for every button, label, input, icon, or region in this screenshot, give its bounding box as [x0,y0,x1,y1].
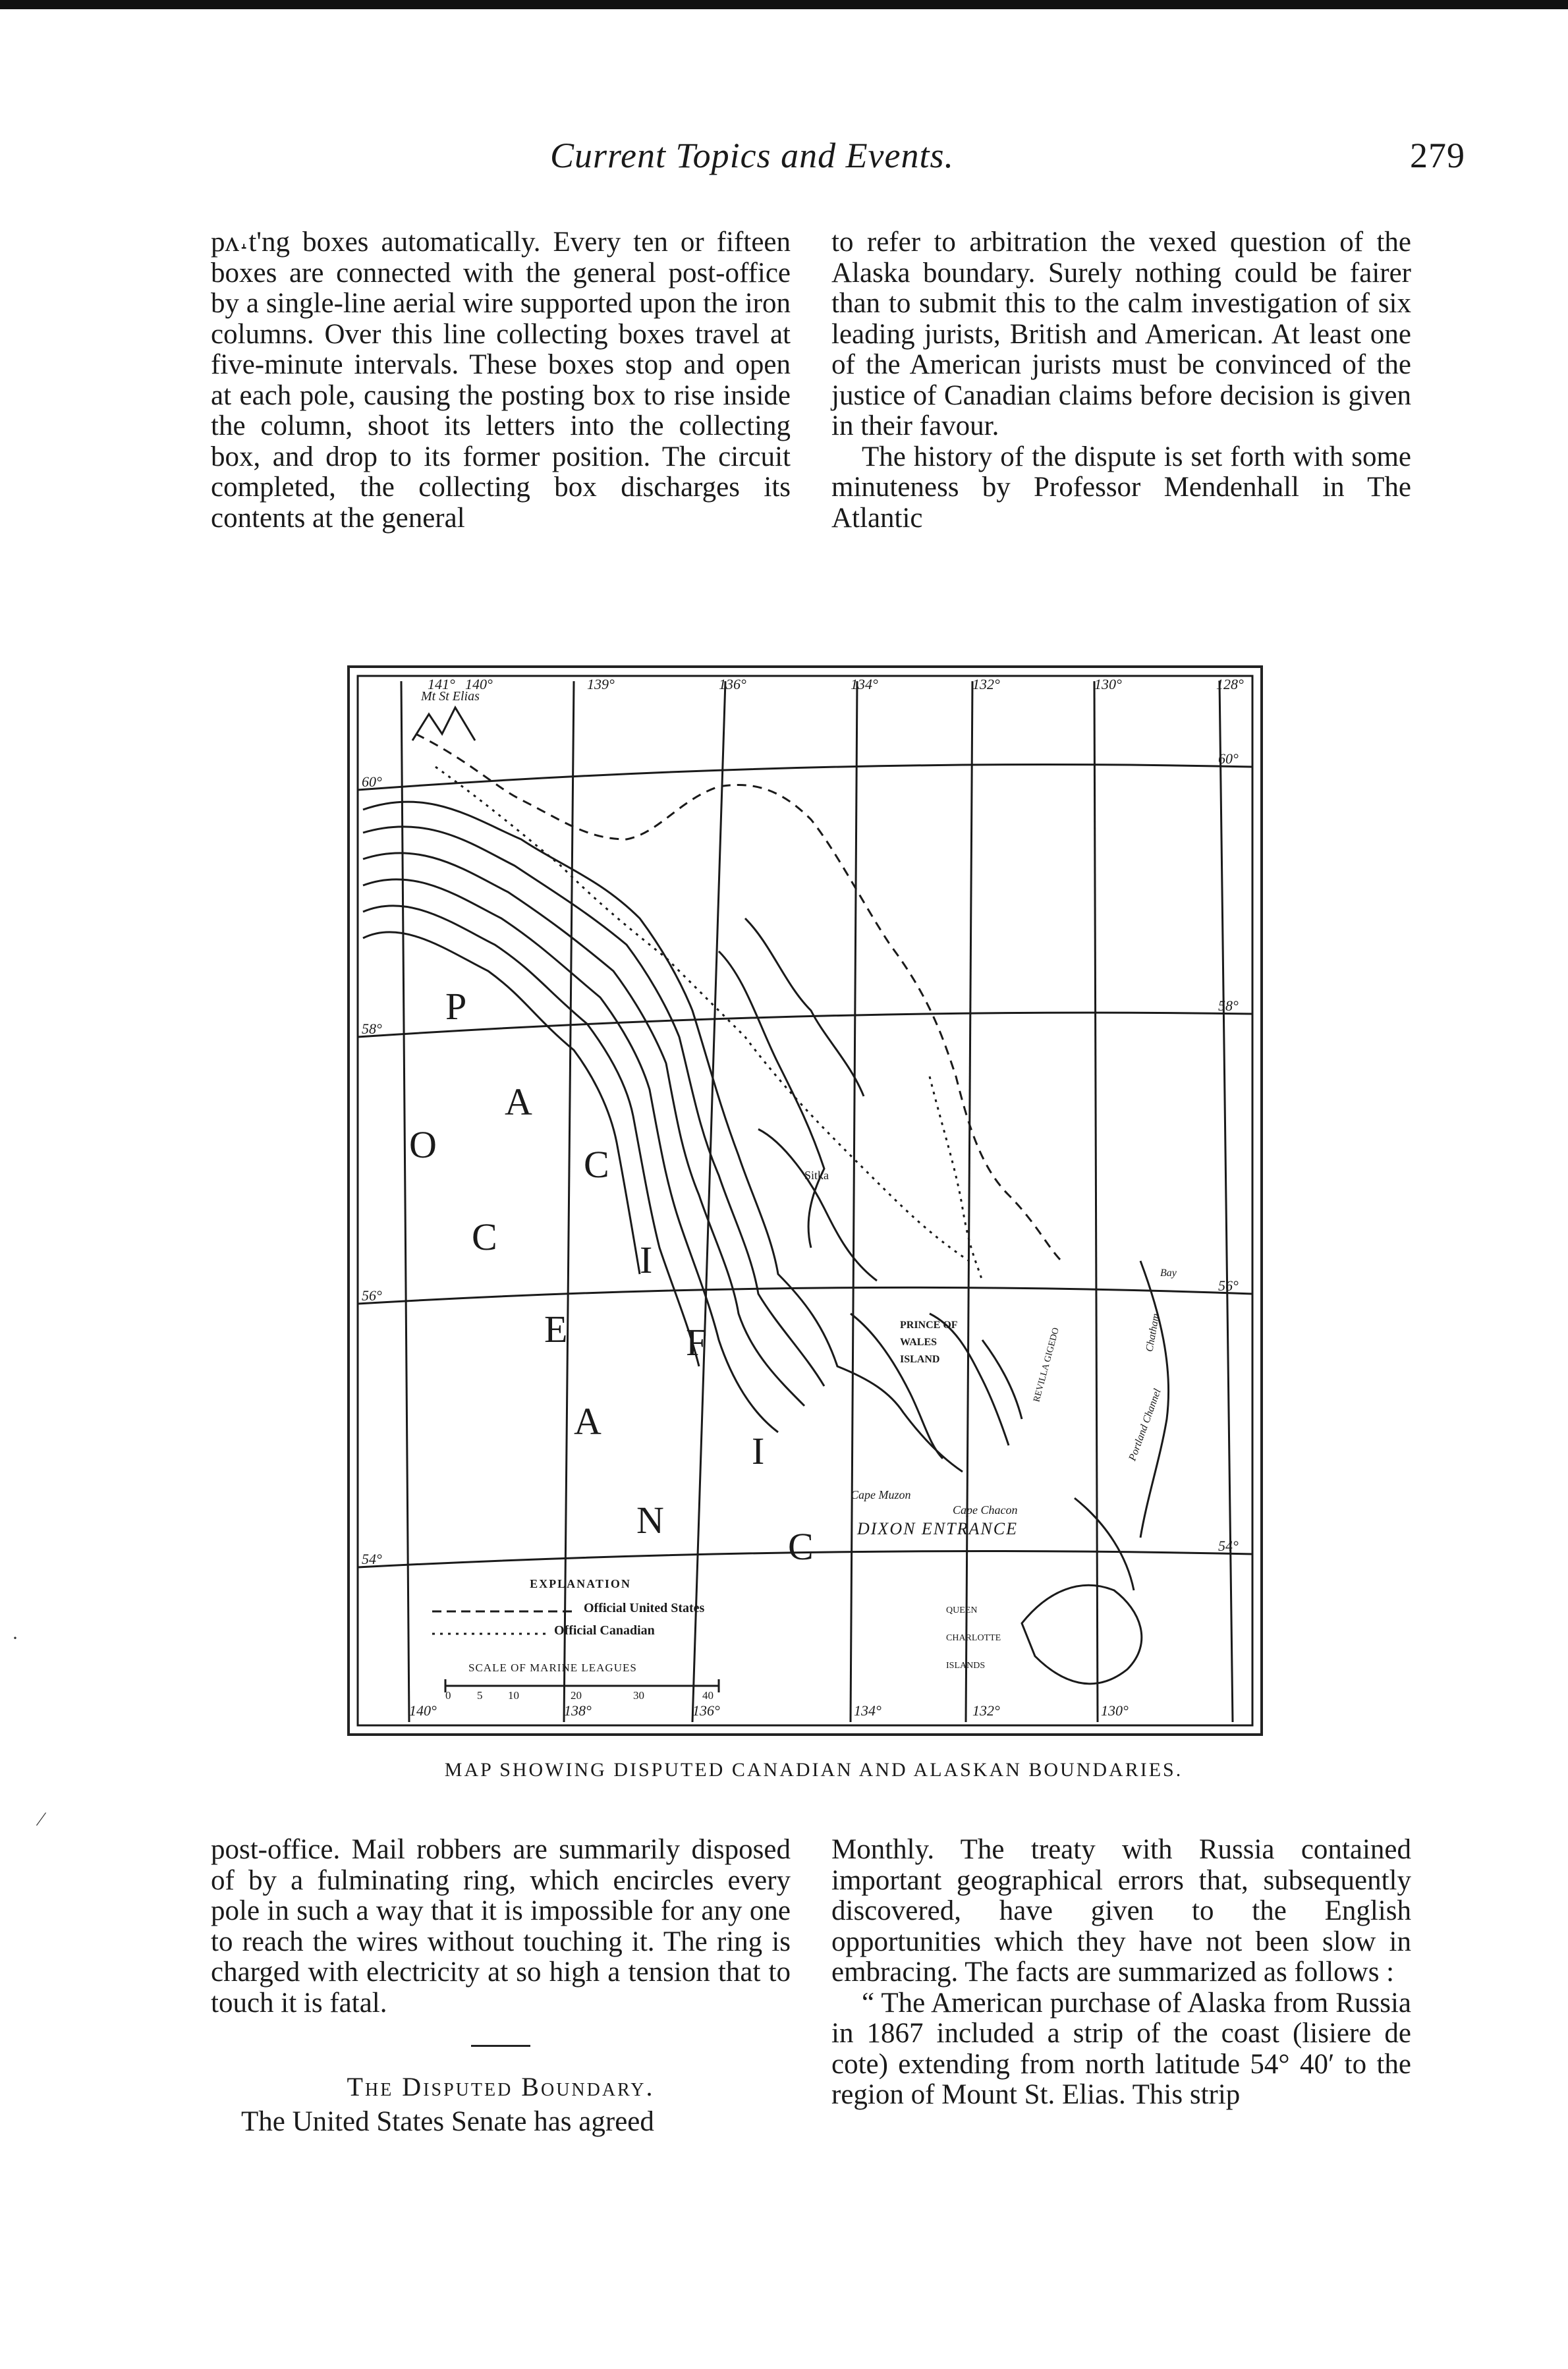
archipelago [719,918,1169,1684]
place-label: PRINCE OF WALES ISLAND [900,1320,957,1365]
scale-title: SCALE OF MARINE LEAGUES [468,1661,637,1674]
scale-tick: 0 [445,1689,451,1702]
parallel-lines [358,765,1252,1567]
longitude-label: 136° [692,1702,720,1719]
longitude-label: 138° [564,1702,592,1719]
ocean-letter: I [640,1239,653,1281]
bottom-longitude-labels [363,1702,1246,1729]
boundary-map [347,665,1263,1736]
ocean-letter: O [409,1123,437,1166]
column-top-right [831,227,1411,534]
scale-tick: 10 [508,1689,519,1702]
scale-tick: 40 [702,1689,714,1702]
place-label: Portland Channel [1127,1387,1163,1463]
longitude-label: 134° [854,1702,882,1719]
section-divider [471,2045,530,2047]
longitude-label: 130° [1101,1702,1129,1719]
latitude-label: 60° [362,773,382,790]
column-bottom-left [211,1835,791,2137]
margin-dot: · [12,1627,18,1649]
latitude-label: 56° [362,1287,382,1304]
ocean-letter: N [636,1499,664,1542]
place-label: Mt St Elias [421,689,480,704]
longitude-label: 139° [587,676,615,692]
map-caption: MAP SHOWING DISPUTED CANADIAN AND ALASKAN BOUNDARIES. [444,1759,1183,1781]
latitude-label: 58° [362,1020,382,1037]
longitude-label: 136° [719,676,746,692]
place-label: Sitka [804,1169,829,1182]
map-legend [429,1577,732,1702]
longitude-label: 128° [1216,676,1244,692]
legend-us-label: Official United States [584,1601,705,1615]
ocean-letter: P [445,985,467,1028]
place-label: DIXON ENTRANCE [857,1519,1018,1538]
top-border-rule [0,0,1568,9]
section-heading: The Disputed Boundary. [347,2072,655,2102]
ocean-letter: F [686,1321,708,1364]
ocean-letter: A [574,1400,602,1443]
scale-tick: 20 [571,1689,582,1702]
margin-mark: ⁄ [40,1808,43,1830]
ocean-letter: C [584,1143,609,1186]
place-label: QUEEN CHARLOTTE ISLANDS [946,1605,1001,1671]
scale-tick: 5 [477,1689,483,1702]
paragraph: Monthly. The treaty with Russia contained important geographical errors that, subsequently discovered, have given to the English opportunities which they have not been slow in embracing. The facts are summarized as follows : [831,1834,1411,1988]
paragraph: The United States Senate has agreed [241,2105,654,2137]
place-label: Cape Muzon [851,1488,911,1501]
latitude-label: 54° [1218,1538,1239,1554]
ocean-letter: I [752,1430,765,1472]
column-bottom-right [831,1835,1411,2111]
ocean-letter: E [544,1308,568,1351]
scale-tick: 30 [633,1689,644,1702]
top-longitude-labels [363,668,1246,694]
longitude-label: 132° [972,676,1000,692]
mountain-icon [412,708,475,740]
longitude-label: 130° [1094,676,1122,692]
longitude-label: 134° [851,676,878,692]
longitude-label: 141° [428,676,455,692]
place-label: Cape Chacon [953,1503,1018,1517]
longitude-label: 140° [409,1702,437,1719]
paragraph: The history of the dispute is set forth with some minuteness by Professor Mendenhall in The Atlantic [831,441,1411,534]
running-head: Current Topics and Events. [550,136,955,175]
us-boundary-line [416,734,1061,1261]
page-number: 279 [1410,136,1465,175]
paragraph: “ The American purchase of Alaska from Russia in 1867 included a strip of the coast (lisiere de cote) extending from north latitude 54° 40′ to the region of Mount St. Elias. This strip [831,1987,1411,2110]
meridian-lines [401,681,1233,1722]
latitude-label: 58° [1218,997,1239,1014]
canadian-boundary-line [930,1076,982,1281]
paragraph: to refer to arbitration the vexed question of the Alaska boundary. Surely nothing could be fairer than to submit this to the calm investigation of six leading jurists, British and American. At least one of the American jurists must be convinced of the justice of Canadian claims before decision is given in their favour. [831,227,1411,441]
latitude-label: 60° [1218,750,1239,767]
ocean-letter: A [505,1080,532,1123]
latitude-label: 54° [362,1551,382,1567]
place-label: Bay [1160,1268,1177,1279]
legend-canadian-label: Official Canadian [554,1623,655,1638]
column-top-left [211,227,791,534]
paragraph: post-office. Mail robbers are summarily disposed of by a fulminating ring, which encircles every pole in such a way that it is impossible for any one to reach the wires without touching it. The ring is charged with electricity at so high a tension that to touch it is fatal. [211,1834,791,2019]
ocean-letter: C [472,1215,497,1258]
latitude-label: 56° [1218,1277,1239,1294]
longitude-label: 140° [465,676,493,692]
place-label: REVILLA GIGEDO [1032,1326,1061,1403]
place-label: Chatham [1144,1312,1162,1353]
ocean-letter: C [788,1525,814,1568]
legend-title: EXPLANATION [530,1577,631,1590]
coastline [363,802,963,1472]
map-illustration [350,668,1260,1733]
paragraph: pʌ˔t'ng boxes automatically. Every ten or fifteen boxes are connected with the general post-office by a single-line aerial wire supported upon the iron columns. Over this line collecting boxes travel at five-minute intervals. These boxes stop and open at each pole, causing the posting box to rise inside the column, shoot its letters into the collecting box, and drop to its former position. The circuit completed, the collecting box discharges its contents at the general [211,227,791,534]
longitude-label: 132° [972,1702,1000,1719]
